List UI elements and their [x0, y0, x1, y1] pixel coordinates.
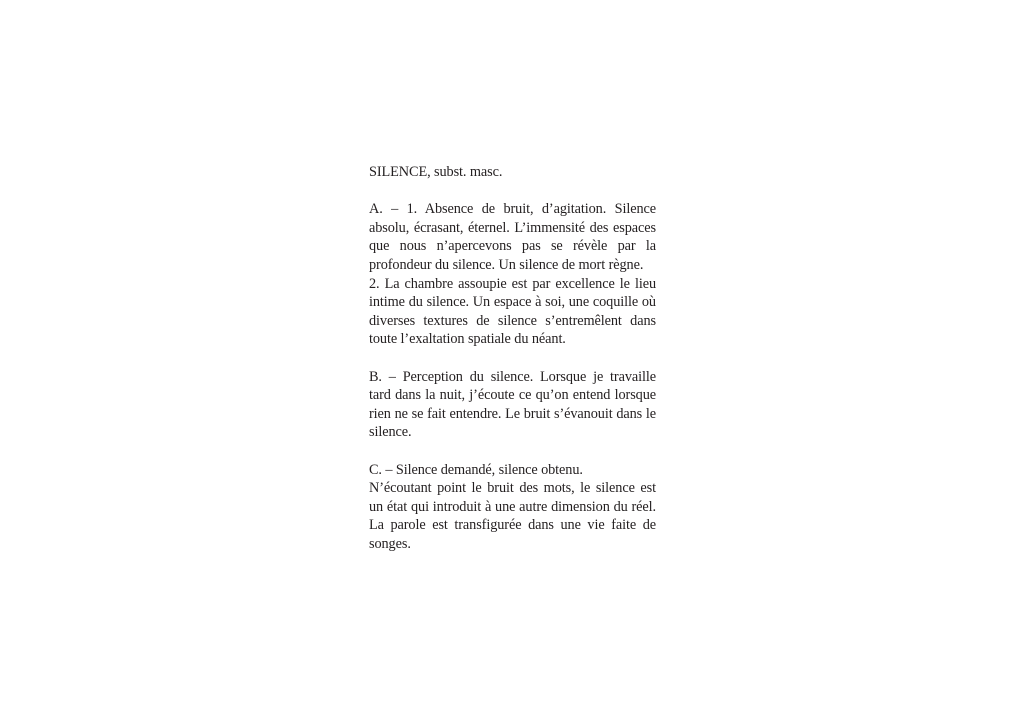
dictionary-entry — [369, 163, 656, 553]
section-b-paragraph-1: B. – Perception du silence. Lorsque je travaille tard dans la nuit, j’écoute ce qu’on entend lorsque rien ne se fait entendre. Le bruit s’évanouit dans le silence. — [369, 368, 656, 441]
entry-heading: SILENCE, subst. masc. — [369, 164, 503, 180]
section-b — [369, 368, 656, 442]
section-a-paragraph-2: 2. La chambre assoupie est par excellence le lieu intime du silence. Un espace à soi, une coquille où diverses textures de silence s’entremêlent dans toute l’exaltation spatiale du néant. — [369, 275, 656, 348]
section-c — [369, 461, 656, 554]
section-c-paragraph-1: C. – Silence demandé, silence obtenu. — [369, 461, 583, 478]
section-a — [369, 200, 656, 349]
section-a-paragraph-1: A. – 1. Absence de bruit, d’agitation. Silence absolu, écrasant, éternel. L’immensité des espaces que nous n’apercevons pas se révèle par la profondeur du silence. Un silence de mort règne. — [369, 201, 656, 273]
section-c-paragraph-2: N’écoutant point le bruit des mots, le silence est un état qui introduit à une autre dimension du réel. La parole est transfigurée dans une vie faite de songes. — [369, 480, 656, 552]
